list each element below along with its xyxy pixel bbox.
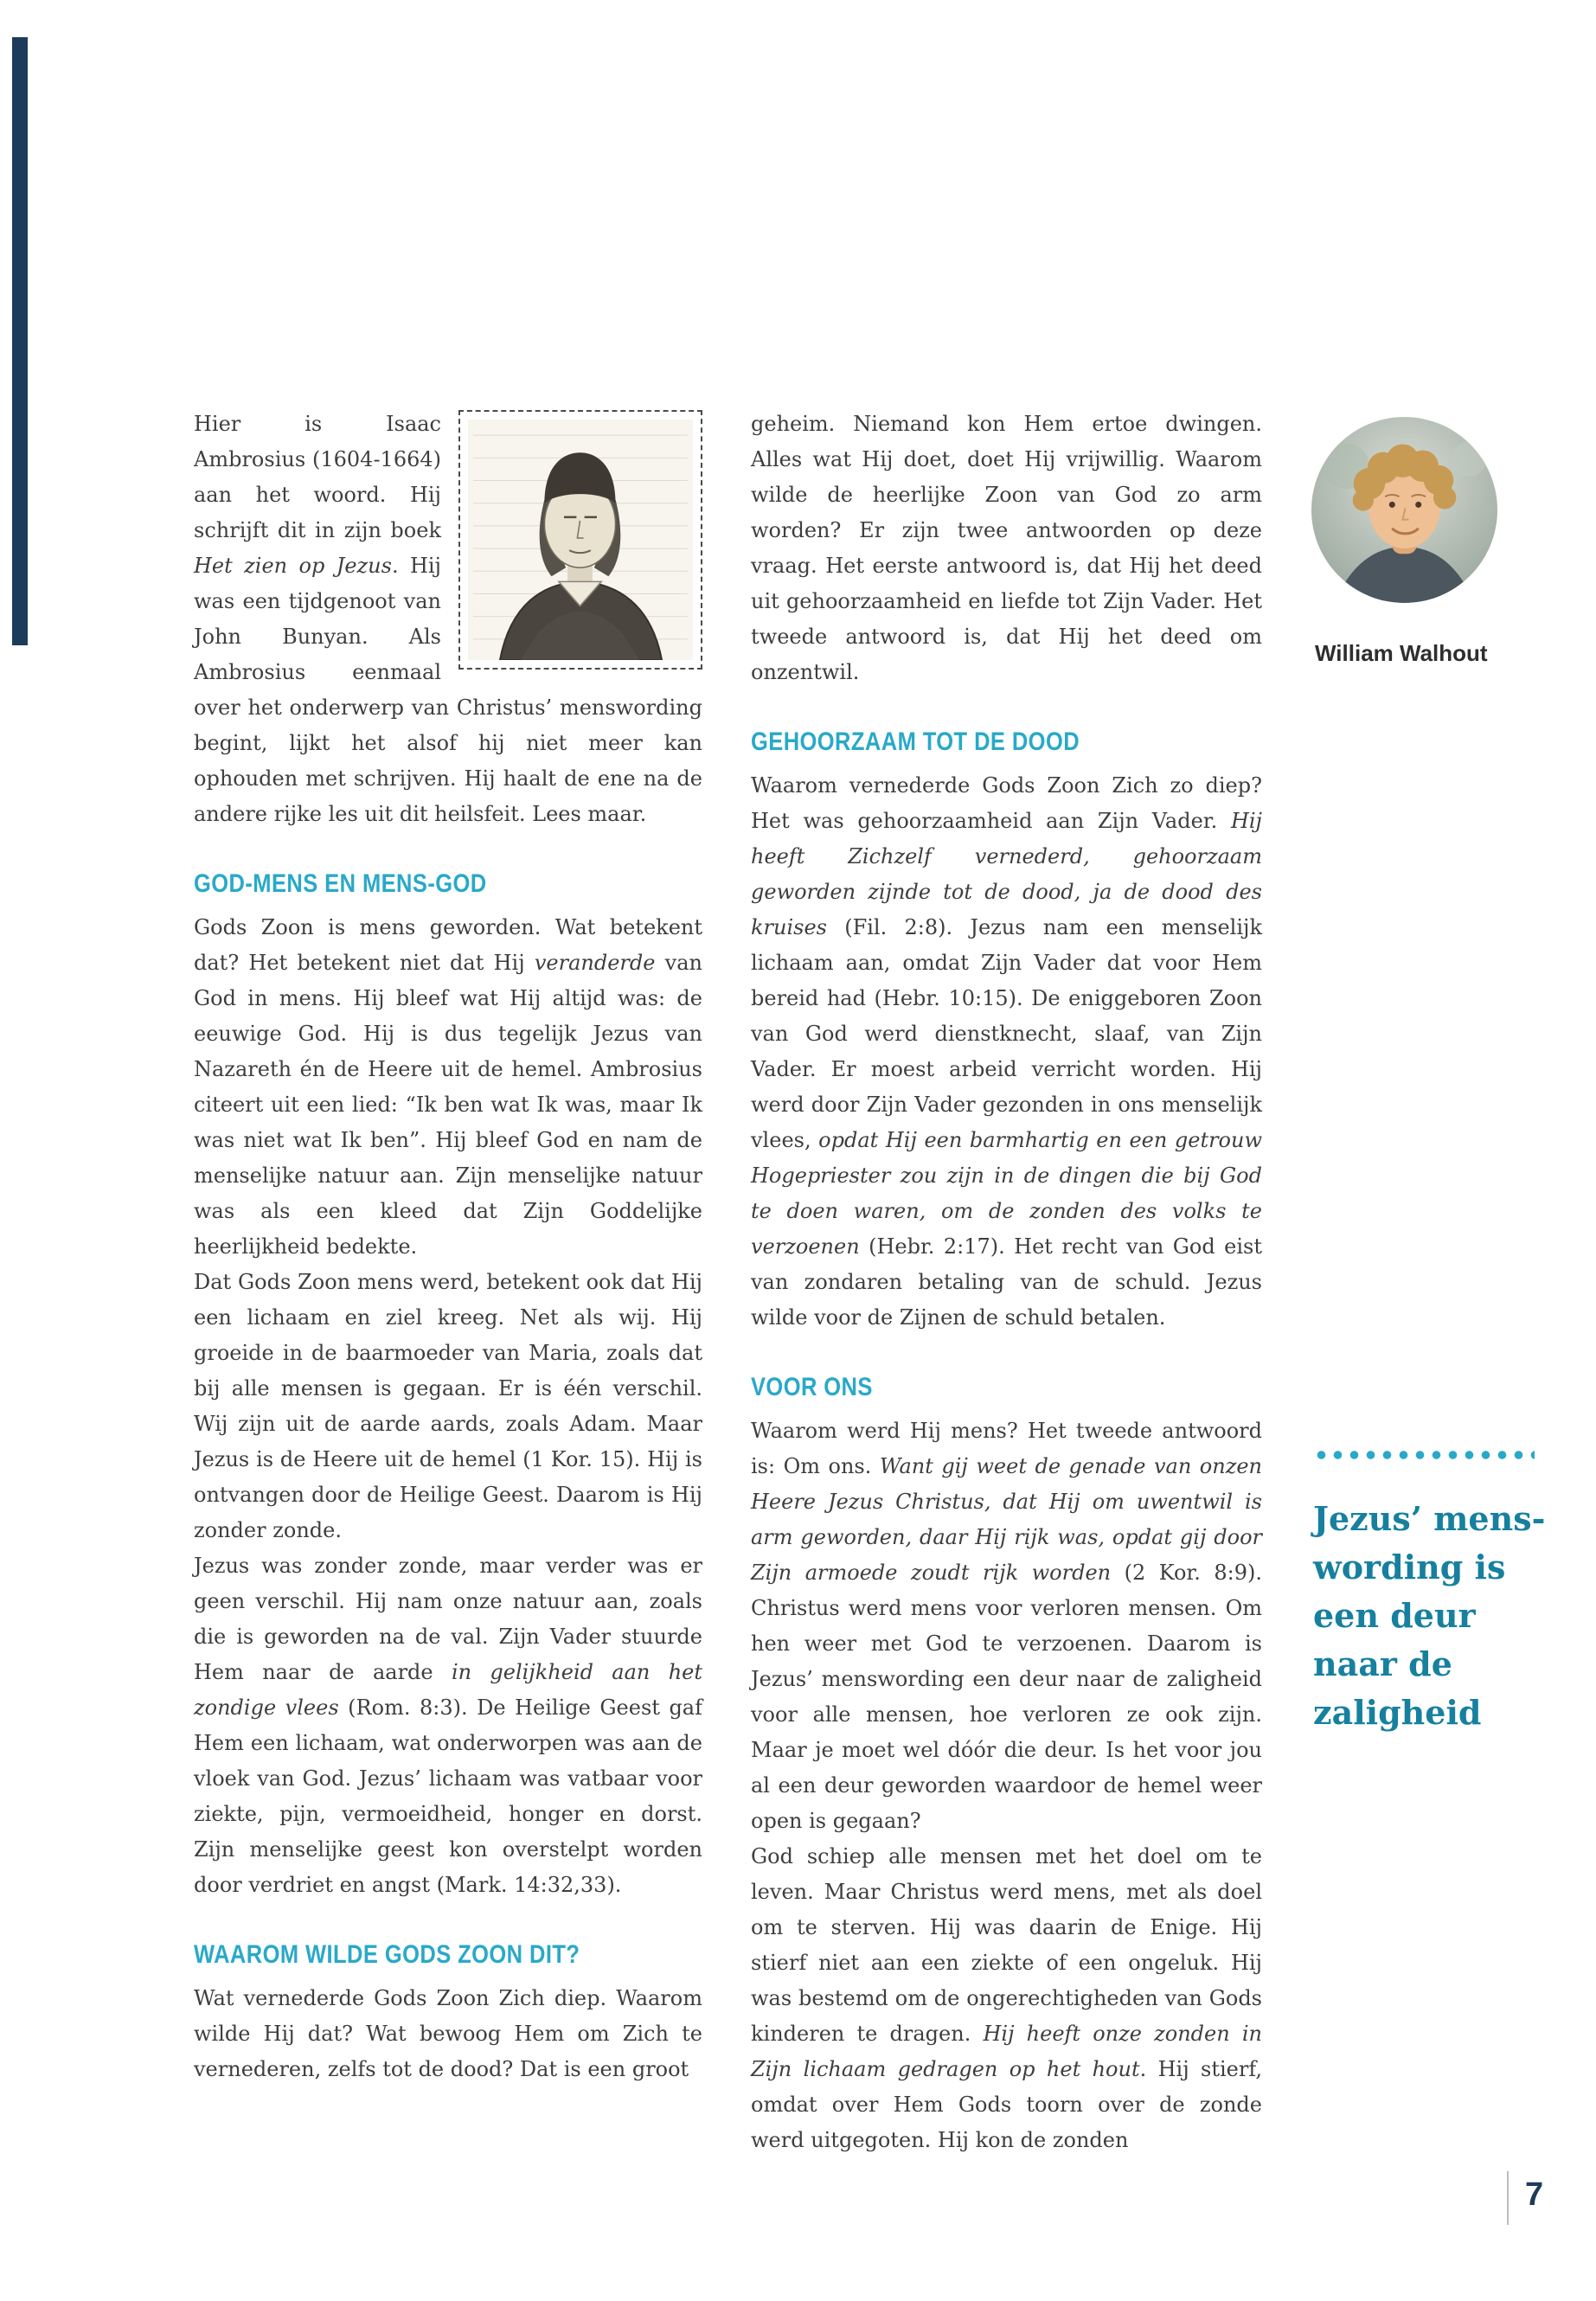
paragraph: Waarom werd Hij mens? Het tweede antwoord is: Om ons. Want gij weet de genade van onzen Heere Jezus Christus, dat Hij om uwentwil is arm geworden, daar Hij rijk was, opdat gij door Zijn armoede zoudt rijk worden (2 Kor. 8:9). Christus werd mens voor verloren mensen. Om hen weer met God te verzoenen. Daarom is Jezus’ menswording een deur naar de zaligheid voor alle mensen, hoe verloren ze ook zijn. Maar je moet wel dóór die deur. Is het voor jou al een deur geworden waardoor de hemel weer open is gegaan? — [751, 1419, 1263, 1833]
paragraph: Dat Gods Zoon mens werd, betekent ook dat Hij een lichaam en ziel kreeg. Net als wij. Hij groeide in de baarmoeder van Maria, zoals dat bij alle mensen is gegaan. Er is één verschil. Wij zijn uit de aarde aards, zoals Adam. Maar Jezus is de Heere uit de hemel (1 Kor. 15). Hij is ontvangen door de Heilige Geest. Daarom is Hij zonder zonde. — [194, 1270, 702, 1542]
pull-quote-line: wording is — [1313, 1548, 1506, 1586]
paragraph: Jezus was zonder zonde, maar verder was er geen verschil. Hij nam onze natuur aan, zoals die is geworden na de val. Zijn Vader stuurde Hem naar de aarde in gelijkheid aan het zondige vlees (Rom. 8:3). De Heilige Geest gaf Hem een lichaam, wat onderworpen was aan de vloek van God. Jezus’ lichaam was vatbaar voor ziekte, pijn, vermoeidheid, honger en dorst. Zijn menselijke geest kon overstelpt worden door verdriet en angst (Mark. 14:32,33). — [194, 1554, 702, 1897]
section-heading-godmens: GOD-MENS EN MENS-GOD — [194, 869, 487, 898]
pull-quote-line: naar de — [1313, 1644, 1452, 1683]
paragraph: Gods Zoon is mens geworden. Wat betekent dat? Het betekent niet dat Hij veranderde van God in mens. Hij bleef wat Hij altijd was: de eeuwige God. Hij is dus tegelijk Jezus van Nazareth én de Heere uit de hemel. Ambrosius citeert uit een lied: “Ik ben wat Ik was, maar Ik was niet wat Ik ben”. Hij bleef God en nam de menselijke natuur aan. Zijn menselijke natuur was als een kleed dat Zijn Goddelijke heerlijkheid bedekte. — [194, 915, 703, 1259]
page-number: 7 — [1525, 2176, 1544, 2213]
pull-quote-line: zaligheid — [1313, 1693, 1482, 1732]
pull-quote — [1313, 1495, 1573, 1737]
column-right — [751, 407, 1262, 2158]
paragraph: Waarom vernederde Gods Zoon Zich zo diep? Het was gehoorzaamheid aan Zijn Vader. Hij heeft Zichzelf vernederd, gehoorzaam geworden zijnde tot de dood, ja de dood des kruises (Fil. 2:8). Jezus nam een menselijk lichaam aan, omdat Zijn Vader dat voor Hem bereid had (Hebr. 10:15). De eniggeboren Zoon van God werd dienstknecht, slaaf, van Zijn Vader. Er moest arbeid verricht worden. Hij werd door Zijn Vader gezonden in ons menselijk vlees, opdat Hij een barmhartig en een getrouw Hogepriester zou zijn in de dingen die bij God te doen waren, om de zonden des volks te verzoenen (Hebr. 2:17). Het recht van God eist van zondaren betaling van de schuld. Jezus wilde voor de Zijnen de schuld betalen. — [751, 773, 1263, 1330]
ambrosius-portrait-drawing — [468, 420, 693, 660]
paragraph: Wat vernederde Gods Zoon Zich diep. Waarom wilde Hij dat? Wat bewoog Hem om Zich te vernederen, zelfs tot de dood? Dat is een groot — [194, 1986, 702, 2081]
intro-paragraph: Hier is Isaac Ambrosius (1604-1664) aan het woord. Hij schrijft dit in zijn boek Het zien op Jezus. Hij was een tijdgenoot van John Bunyan. Als Ambrosius eenmaal over het onderwerp van Christus’ menswording begint, lijkt het alsof hij niet meer kan ophouden met schrijven. Hij haalt de ene na de andere rijke les uit dit heilsfeit. Lees maar. — [194, 412, 702, 826]
walhout-portrait-photo — [1311, 417, 1497, 603]
section-heading-gehoorzaam: GEHOORZAAM TOT DE DOOD — [751, 727, 1080, 756]
walhout-photo — [1311, 417, 1497, 603]
section-heading-waarom: WAAROM WILDE GODS ZOON DIT? — [194, 1940, 580, 1969]
ambrosius-engraving — [458, 410, 702, 670]
dotted-divider — [1313, 1450, 1535, 1460]
pull-quote-line: Jezus’ mens- — [1313, 1499, 1546, 1538]
column-left — [194, 407, 702, 2158]
paragraph: geheim. Niemand kon Hem ertoe dwingen. Alles wat Hij doet, doet Hij vrijwillig. Waarom wilde de heerlijke Zoon van God zo arm worden? Er zijn twee antwoorden op deze vraag. Het eerste antwoord is, dat Hij het deed uit gehoorzaamheid en liefde tot Zijn Vader. Het tweede antwoord is, dat Hij het deed om onzentwil. — [751, 412, 1262, 684]
section-heading-voorons: VOOR ONS — [751, 1373, 873, 1401]
pull-quote-line: een deur — [1313, 1596, 1476, 1635]
left-accent-bar — [12, 37, 28, 645]
sidebar — [1310, 417, 1569, 1888]
paragraph: God schiep alle mensen met het doel om te leven. Maar Christus werd mens, met als doel om te sterven. Hij was daarin de Enige. Hij stierf niet aan een ziekte of een ongeluk. Hij was bestemd om de ongerechtigheden van Gods kinderen te dragen. Hij heeft onze zonden in Zijn lichaam gedragen op het hout. Hij stierf, omdat over Hem Gods toorn over de zonde werd uitgegoten. Hij kon de zonden — [751, 1844, 1262, 2152]
article-body — [194, 407, 1265, 2158]
photo-caption: William Walhout — [1315, 640, 1488, 666]
page-number-rule — [1507, 2171, 1509, 2225]
